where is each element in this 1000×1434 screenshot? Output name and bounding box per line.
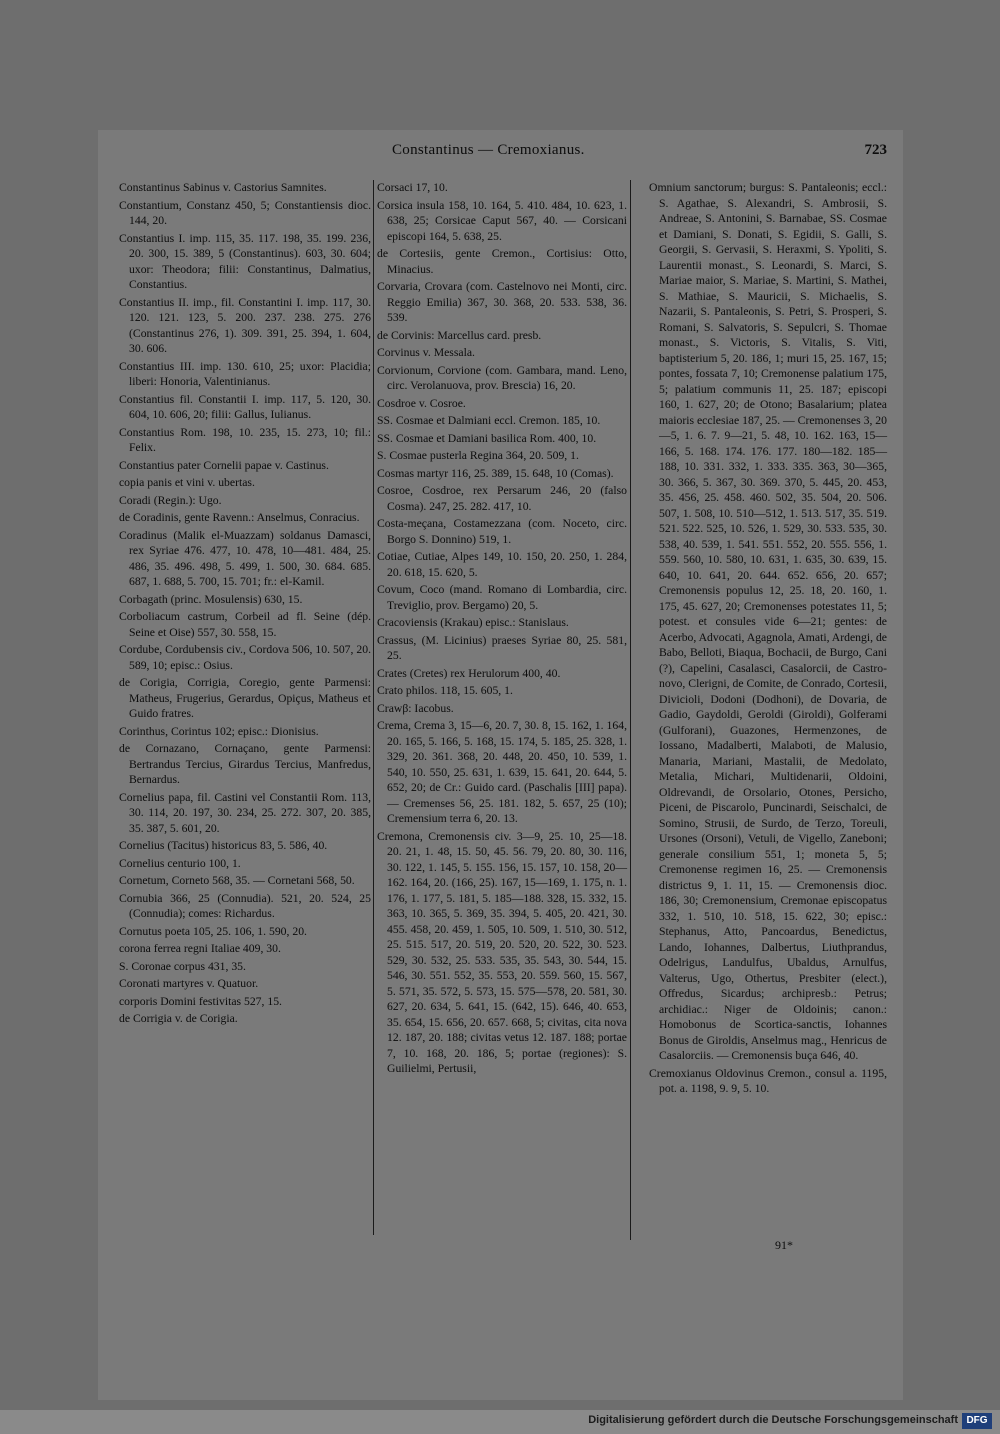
index-entry: Corboliacum castrum, Corbeil ad fl. Seine (dép. Seine et Oise) 557, 30. 558, 15. bbox=[119, 610, 371, 639]
index-entry: de Corigia, Corrigia, Coregio, gente Parmensi: Matheus, Frugerius, Gerardus, Opiçus, Matheus et Guido fratres. bbox=[119, 676, 371, 720]
index-entry: Cornubia 366, 25 (Connudia). 521, 20. 524, 25 (Connudia); comes: Richardus. bbox=[119, 891, 371, 920]
column-divider bbox=[373, 180, 374, 1235]
index-entry: Corinthus, Corintus 102; episc.: Dionisius. bbox=[119, 724, 319, 738]
index-entry: Cornelius (Tacitus) historicus 83, 5. 586, 40. bbox=[119, 839, 328, 852]
index-entry: Omnium sanctorum; burgus: S. Pantaleonis; eccl.: S. Agathae, S. Alexandri, S. Ambrosii, S. Andreae, S. Antonini, S. Barnabae, SS. Cosmae et Damiani, S. Donati, S. Egidii, S. Galli, S. Georgii, S. Gervasii, S. Heraxmi, S. Ypoliti, S. Laurentii monast., S. Leonardi, S. Marci, S. Mariae maior, S. Mariae, S. Martini, S. Mathei, S. Mathiae, S. Mauricii, S. Michaelis, S. Nazarii, S. Pantaleonis, S. Petri, S. Prosperi, S. Romani, S. Salvatoris, S. Sepulcri, S. Thomae monast., S. Victoris, S. Vitalis, S. Viti, baptisterium 5, 20. 186, 1; muri 15, 25. 167, 15; pontes, fossata 7, 10; Cremonense palatium 175, 5; palatium communis 11, 25. 187; episcopi 160, 1. 627, 20; de Otono; Basalarium; platea maioris ecclesiae 187, 25. — Cremonenses 3, 20—5, 1. 6. 7. 9—21, 5. 48, 10. 162. 163, 15—166, 5. 168. 174. 176. 177. 180—182. 185—188, 10. 331. 332, 1. 333. 335. 363, 30—365, 30. 366, 5. 367, 30. 369. 370, 5. 445, 20. 453, 35. 456, 25. 458. 460. 502, 35. 504, 20. 506. 507, 1. 508, 10. 510—512, 1. 513. 517, 35. 519. 521. 522. 525, 10. 526, 1. 529, 30. 533. 535, 30. 538, 40. 539, 1. 541. 551. 552, 20. 555. 556, 1. 559. 560, 10. 580, 10. 631, 1. 635, 30. 639, 15. 640, 10. 641, 20. 644. 652. 656, 20. 657; Cremonensis populus 12, 25. 18, 20. 160, 1. 175, 45. 627, 20; Cremonenses potestates 11, 5; potest. et consules vide 6—21; gentes: de Acerbo, Advocati, Agagnola, Amati, Ardengi, de Babo, Belloti, Biaqua, Bochacii, de Burgo, Cani (?), Capelini, Casalasci, Casalorcii, de Castro-novo, Clerigni, de Comite, de Conrado, Cortesii, Divicioli, Dodoni (Dodhoni), de Dovaria, de Gadio, Gaydoldi, Geroldi (Giroldi), Golferami (Gulforani), Guazones, Hermenzones, de Iossano, Madalberti, Malaboti, de Malusio, Manaria, Mariani, Mastalii, de Medolato, Metalia, Michari, Multidenarii, Oldoini, Oldrevandi, de Orsolario, Otones, Persicho, Piceni, de Piscarolo, Puncinardi, Seischalci, de Somino, Strusii, de Surdo, de Terzo, Toreuli, Ursones (Orsoni), Vetuli, de Vigello, Zaneboni; generale consilium 551, 1; moneta 5, 5; Cremonense regimen 16, 25. — Cremonensis districtus 9, 1. 11, 15. — Cremonensis dioc. 186, 30; Cremonensium, Cremonae episcopatus 332, 1. 510, 10. 518, 15. 622, 30; episc.: Stephanus, Atto, Pancoardus, Benedictus, Lando, Iohannes, Dalbertus, Liuthprandus, Odelrigus, Landulfus, Ubaldus, Arnulfus, Valterus, Ugo, Othertus, Presbiter (elect.), Offredus, Sicardus; archipresb.: Petrus; archidiac.: Niger de Oldoinis; canon.: Homobonus de Scortica-sanctis, Iohannes Bonus de Giroldis, Anselmus mag., Henricus de Casalorciis. — Cremonensis buça 646, 40. bbox=[649, 181, 887, 1062]
column-divider bbox=[630, 180, 631, 1240]
index-entry: de Cortesiis, gente Cremon., Cortisius: Otto, Minacius. bbox=[377, 247, 627, 276]
index-entry: Constantium, Constanz 450, 5; Constantiensis dioc. 144, 20. bbox=[119, 198, 371, 227]
index-entry: Cordube, Cordubensis civ., Cordova 506, 10. 507, 20. 589, 10; episc.: Osius. bbox=[119, 643, 371, 672]
index-entry: Coronati martyres v. Quatuor. bbox=[119, 977, 259, 990]
footer-bar bbox=[0, 1410, 1000, 1434]
index-entry: Cornelius centurio 100, 1. bbox=[119, 856, 241, 870]
index-entry: Constantius Rom. 198, 10. 235, 15. 273, 10; fil.: Felix. bbox=[119, 425, 371, 454]
index-entry: Corbagath (princ. Mosulensis) 630, 15. bbox=[119, 592, 303, 606]
index-entry: Corvinus v. Messala. bbox=[377, 346, 475, 359]
index-entry: SS. Cosmae et Dalmiani eccl. Cremon. 185, 10. bbox=[377, 414, 601, 427]
index-entry: Cornutus poeta 105, 25. 106, 1. 590, 20. bbox=[119, 924, 307, 938]
index-entry: de Corrigia v. de Corigia. bbox=[119, 1012, 238, 1025]
index-entry: Cornelius papa, fil. Castini vel Constantii Rom. 113, 30. 114, 20. 197, 30. 234, 25. 272. 307, 20. 385, 35. 387, 5. 601, 20. bbox=[119, 790, 371, 835]
index-entry: Constantius I. imp. 115, 35. 117. 198, 35. 199. 236, 20. 300, 15. 389, 5 (Constantinus). 603, 30. 604; uxor: Theodora; filii: Constantinus, Dalmatius, Constantius. bbox=[119, 231, 371, 291]
index-entry: SS. Cosmae et Damiani basilica Rom. 400, 10. bbox=[377, 431, 597, 445]
index-entry: Cosmas martyr 116, 25. 389, 15. 648, 10 (Comas). bbox=[377, 466, 614, 480]
index-entry: Cremona, Cremonensis civ. 3—9, 25. 10, 25—18. 20. 21, 1. 48, 15. 50, 45. 56. 79, 20. 80, 30. 116, 30. 122, 1. 145, 5. 155. 156, 15. 157, 10. 158, 20—162. 164, 20. (166, 25). 167, 15—169, 1. 175, n. 1. 176, 1. 177, 5. 181, 5. 185—188. 328, 15. 332, 15. 363, 10. 365, 5. 369, 35. 394, 5. 405, 20. 421, 30. 455. 458, 20. 459, 1. 505, 10. 509, 1. 510, 30. 512, 25. 515. 517, 20. 519, 20. 520, 20. 522, 30. 523. 529, 30. 532, 25. 533. 535, 35. 543, 30. 544, 15. 546, 30. 551. 552, 35. 553, 20. 559. 560, 15. 567, 5. 571, 35. 572, 5. 573, 15. 575—578, 20. 581, 30. 627, 20. 634, 5. 641, 15. (642, 15). 646, 40. 653, 35. 654, 15. 656, 20. 657. 668, 5; civitas, cita nova 12. 187, 20. 188; civitas vetus 12. 187. 188; portae 7, 10. 168, 20. 186, 5; portae (regiones): S. Guilielmi, Pertusii, bbox=[377, 829, 627, 1075]
page-title: Constantinus — Cremoxianus. bbox=[392, 142, 585, 158]
index-entry: Costa-meçana, Costamezzana (com. Noceto, circ. Borgo S. Donnino) 519, 1. bbox=[377, 517, 627, 546]
index-entry: Cremoxianus Oldovinus Cremon., consul a. 1195, pot. a. 1198, 9. 9, 5. 10. bbox=[649, 1066, 887, 1095]
index-entry: corporis Domini festivitas 527, 15. bbox=[119, 994, 282, 1008]
index-entry: Corsica insula 158, 10. 164, 5. 410. 484, 10. 623, 1. 638, 25; Corsicae Caput 567, 40. — Corsicani episcopi 164, 5. 638, 25. bbox=[377, 198, 627, 243]
signature-mark: 91* bbox=[775, 1238, 793, 1252]
index-entry: Crates (Cretes) rex Herulorum 400, 40. bbox=[377, 666, 561, 680]
index-entry: Cornetum, Corneto 568, 35. — Cornetani 568, 50. bbox=[119, 874, 355, 887]
index-entry: Constantius fil. Constantii I. imp. 117, 5. 120, 30. 604, 10. 606, 20; filii: Gallus, Iulianus. bbox=[119, 392, 371, 421]
index-entry: Corsaci 17, 10. bbox=[377, 181, 448, 194]
index-entry: Cotiae, Cutiae, Alpes 149, 10. 150, 20. 250, 1. 284, 20. 618, 15. 620, 5. bbox=[377, 550, 627, 579]
index-entry: Cosroe, Cosdroe, rex Persarum 246, 20 (falso Cosma). 247, 25. 282. 417, 10. bbox=[377, 484, 627, 513]
index-entry: Coradinus (Malik el-Muazzam) soldanus Damasci, rex Syriae 476. 477, 10. 478, 10—481. 484, 25. 486, 35. 496. 498, 5. 499, 1. 500, 30. 684. 685. 687, 1. 688, 5. 700, 15. 701; fr.: el-Kamil. bbox=[119, 528, 371, 588]
dfg-logo-icon: DFG bbox=[962, 1413, 992, 1429]
index-entry: de Corvinis: Marcellus card. presb. bbox=[377, 328, 542, 342]
index-entry: Corvionum, Corvione (com. Gambara, mand. Leno, circ. Verolanuova, prov. Brescia) 16, 20. bbox=[377, 363, 627, 392]
index-entry: Cracoviensis (Krakau) episc.: Stanislaus. bbox=[377, 616, 569, 629]
index-entry: Constantius pater Cornelii papae v. Castinus. bbox=[119, 458, 329, 472]
index-entry: corona ferrea regni Italiae 409, 30. bbox=[119, 942, 281, 955]
index-entry: Crawβ: Iacobus. bbox=[377, 701, 454, 715]
index-entry: de Cornazano, Cornaçano, gente Parmensi: Bertrandus Tercius, Girardus Tercius, Manfredus, Bernardus. bbox=[119, 742, 371, 786]
index-entry: S. Coronae corpus 431, 35. bbox=[119, 959, 246, 973]
index-entry: S. Cosmae pusterla Regina 364, 20. 509, 1. bbox=[377, 449, 579, 462]
index-entry: Crassus, (M. Licinius) praeses Syriae 80, 25. 581, 25. bbox=[377, 633, 627, 662]
index-column-right bbox=[649, 180, 887, 1099]
index-entry: de Coradinis, gente Ravenn.: Anselmus, Conracius. bbox=[119, 511, 360, 524]
index-column-middle bbox=[377, 180, 627, 1079]
index-entry: Crato philos. 118, 15. 605, 1. bbox=[377, 684, 513, 697]
index-entry: Cosdroe v. Cosroe. bbox=[377, 396, 466, 410]
index-entry: Covum, Coco (mand. Romano di Lombardia, circ. Treviglio, prov. Bergamo) 20, 5. bbox=[377, 583, 627, 612]
index-entry: Constantinus Sabinus v. Castorius Samnites. bbox=[119, 181, 327, 194]
index-entry: copia panis et vini v. ubertas. bbox=[119, 476, 255, 489]
index-entry: Crema, Crema 3, 15—6, 20. 7, 30. 8, 15. 162, 1. 164, 20. 165, 5. 166, 5. 168, 15. 174, 5. 185, 25. 328, 1. 329, 20. 361. 368, 20. 448, 20. 450, 10. 539, 1. 540, 10. 550, 25. 631, 1. 639, 15. 641, 20. 644, 5. 652, 20; de Cr.: Guido card. (Paschalis [III] papa). — Cremenses 56, 25. 181. 182, 5. 657, 25 (10); Cremensium terra 6, 20. 13. bbox=[377, 719, 627, 825]
page-number: 723 bbox=[864, 142, 887, 158]
index-entry: Constantius III. imp. 130. 610, 25; uxor: Placidia; liberi: Honoria, Valentinianus. bbox=[119, 359, 371, 388]
index-column-left bbox=[119, 180, 371, 1029]
index-entry: Constantius II. imp., fil. Constantini I. imp. 117, 30. 120. 121. 123, 5. 200. 237. 238. 275. 276 (Constantinus 276, 1). 309. 391, 25. 394, 1. 604, 30. 606. bbox=[119, 295, 371, 355]
footer-text: Digitalisierung gefördert durch die Deutsche Forschungsgemeinschaft bbox=[588, 1414, 958, 1426]
index-entry: Corvaria, Crovara (com. Castelnovo nei Monti, circ. Reggio Emilia) 367, 30. 368, 20. 533. 538, 36. 539. bbox=[377, 280, 627, 324]
index-entry: Coradi (Regin.): Ugo. bbox=[119, 493, 222, 507]
